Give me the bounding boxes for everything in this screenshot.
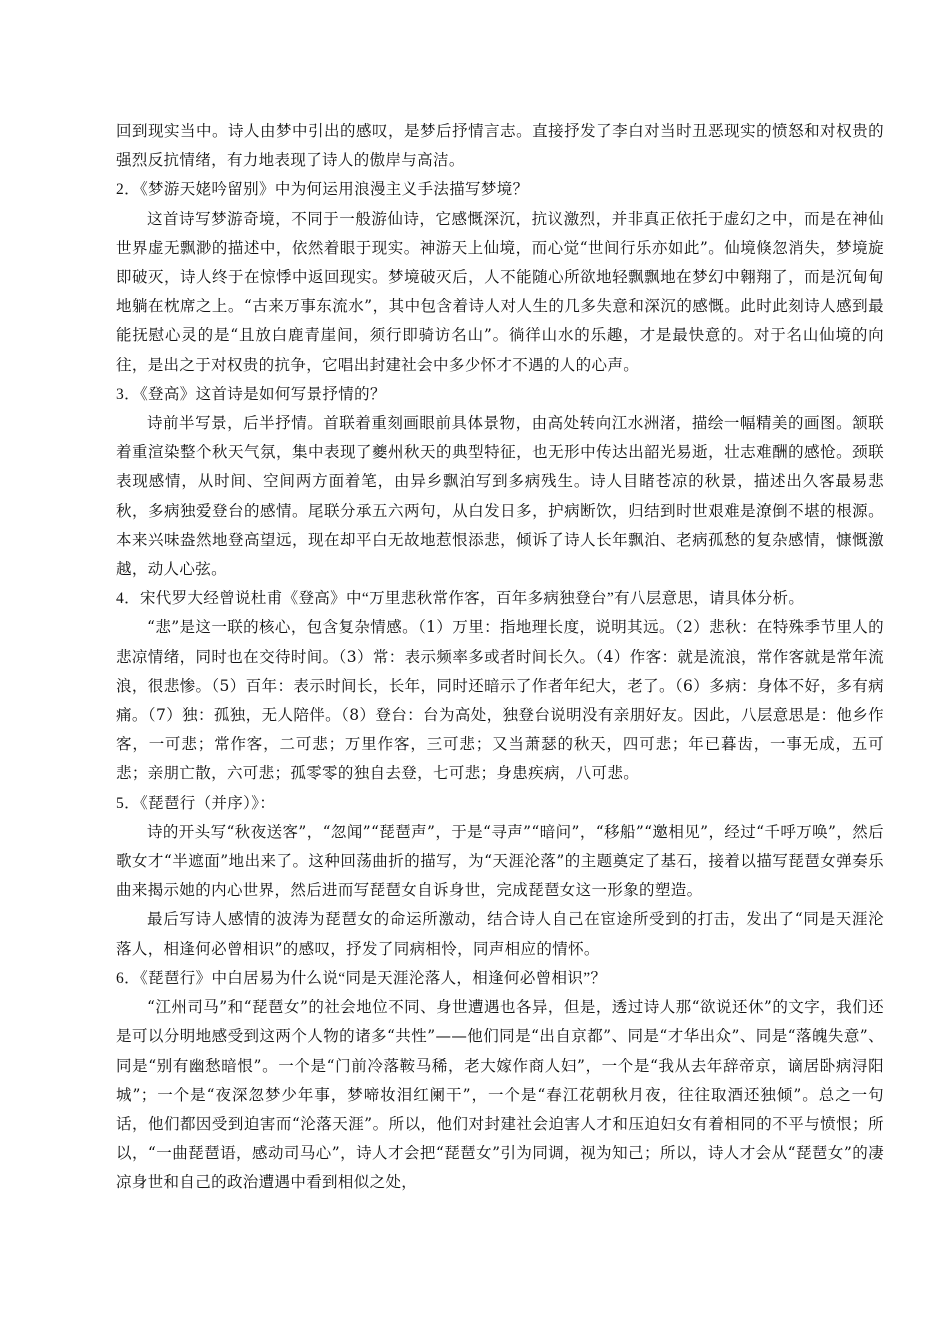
answer-2: 这首诗写梦游奇境，不同于一般游仙诗，它感慨深沉，抗议激烈，并非真正依托于虚幻之中，而是在神仙世界虚无飘渺的描述中，依然着眼于现实。神游天上仙境，而心觉“世间行乐亦如此”。仙境倏忽消失，梦境旋即破灭，诗人终于在惊悸中返回现实。梦境破灭后，人不能随心所欲地轻飘飘地在梦幻中翱翔了，而是沉甸甸地躺在枕席之上。“古来万事东流水”，其中包含着诗人对人生的几多失意和深沉的感慨。此时此刻诗人感到最能抚慰心灵的是“且放白鹿青崖间，须行即骑访名山”。徜徉山水的乐趣，才是最快意的。对于名山仙境的向往，是出之于对权贵的抗争，它唱出封建社会中多少怀才不遇的人的心声。 (116, 209, 884, 374)
answer-6: “江州司马”和“琵琶女”的社会地位不同、身世遭遇也各异，但是，透过诗人那“欲说还休”的文字，我们还是可以分明地感受到这两个人物的诸多“共性”——他们同是“出自京都”、同是“才华出众”、同是“落魄失意”、同是“别有幽愁暗恨”。一个是“门前冷落鞍马稀，老大嫁作商人妇”，一个是“我从去年辞帝京，谪居卧病浔阳城”；一个是“夜深忽梦少年事，梦啼妆泪红阑干”，一个是“春江花朝秋月夜，往往取酒还独倾”。总之一句话，他们都因受到迫害而“沦落天涯”。所以，他们对封建社会迫害人才和压迫妇女有着相同的不平与愤恨；所以，“一曲琵琶语，感动司马心”，诗人才会把“琵琶女”引为同调，视为知己；所以，诗人才会从“琵琶女”的凄凉身世和自己的政治遭遇中看到相似之处， (116, 998, 884, 1192)
answer-5-part-1: 诗的开头写“秋夜送客”，“忽闻”“琵琶声”，于是“寻声”“暗问”，“移船”“邀相见”，经过“千呼万唤”，然后歌女才“半遮面”地出来了。这种回荡曲折的描写，为“天涯沦落”的主题奠定了基石，接着以描写琵琶女弹奏乐曲来揭示她的内心世界，然后进而写琵琶女自诉身世，完成琵琶女这一形象的塑造。 (116, 822, 884, 900)
answer-5-part-2: 最后写诗人感情的波涛为琵琶女的命运所激动，结合诗人自己在宦途所受到的打击，发出了“同是天涯沦落人，相逢何必曾相识”的感叹，抒发了同病相怜，同声相应的情怀。 (116, 910, 884, 958)
question-6: 6．《琵琶行》中白居易为什么说“同是天涯沦落人，相逢何必曾相识”？ (116, 969, 607, 987)
question-5: 5．《琵琶行（并序）》： (116, 794, 276, 812)
answer-4: “悲”是这一联的核心，包含复杂情感。（1）万里：指地理长度，说明其远。（2）悲秋：在特殊季节里人的悲凉情绪，同时也在交待时间。（3）常：表示频率多或者时间长久。（4）作客：就是流浪，常作客就是常年流浪，很悲惨。（5）百年：表示时间长，长年，同时还暗示了作者年纪大，老了。（6）多病：身体不好，多有病痛。（7）独：孤独，无人陪伴。（8）登台：台为高处，独登台说明没有亲朋好友。因此，八层意思是：他乡作客，一可悲；常作客，二可悲；万里作客，三可悲；又当萧瑟的秋天，四可悲；年已暮齿，一事无成，五可悲；亲朋亡散，六可悲；孤零零的独自去登，七可悲；身患疾病，八可悲。 (116, 618, 884, 783)
answer-3: 诗前半写景，后半抒情。首联着重刻画眼前具体景物，由高处转向江水洲渚，描绘一幅精美的画图。颔联着重渲染整个秋天气氛，集中表现了夔州秋天的典型特征，也无形中传达出韶光易逝，壮志难酬的感怆。颈联表现感情，从时间、空间两方面着笔，由异乡飘泊写到多病残生。诗人目睹苍凉的秋景，描述出久客最易悲秋，多病独爱登台的感情。尾联分承五六两句，从白发日多，护病断饮，归结到时世艰难是潦倒不堪的根源。本来兴味盎然地登高望远，现在却平白无故地惹恨添悲，倾诉了诗人长年飘泊、老病孤愁的复杂感情，慷慨激越，动人心弦。 (116, 414, 884, 579)
paragraph-continuation: 回到现实当中。诗人由梦中引出的感叹，是梦后抒情言志。直接抒发了李白对当时丑恶现实的愤怒和对权贵的强烈反抗情绪，有力地表现了诗人的傲岸与高洁。 (116, 122, 884, 170)
question-4: 4．宋代罗大经曾说杜甫《登高》中“万里悲秋常作客，百年多病独登台”有八层意思，请具体分析。 (116, 590, 805, 608)
document-body (116, 117, 884, 1198)
question-2: 2．《梦游天姥吟留别》中为何运用浪漫主义手法描写梦境？ (116, 181, 529, 199)
question-3: 3．《登高》这首诗是如何写景抒情的？ (116, 385, 386, 403)
